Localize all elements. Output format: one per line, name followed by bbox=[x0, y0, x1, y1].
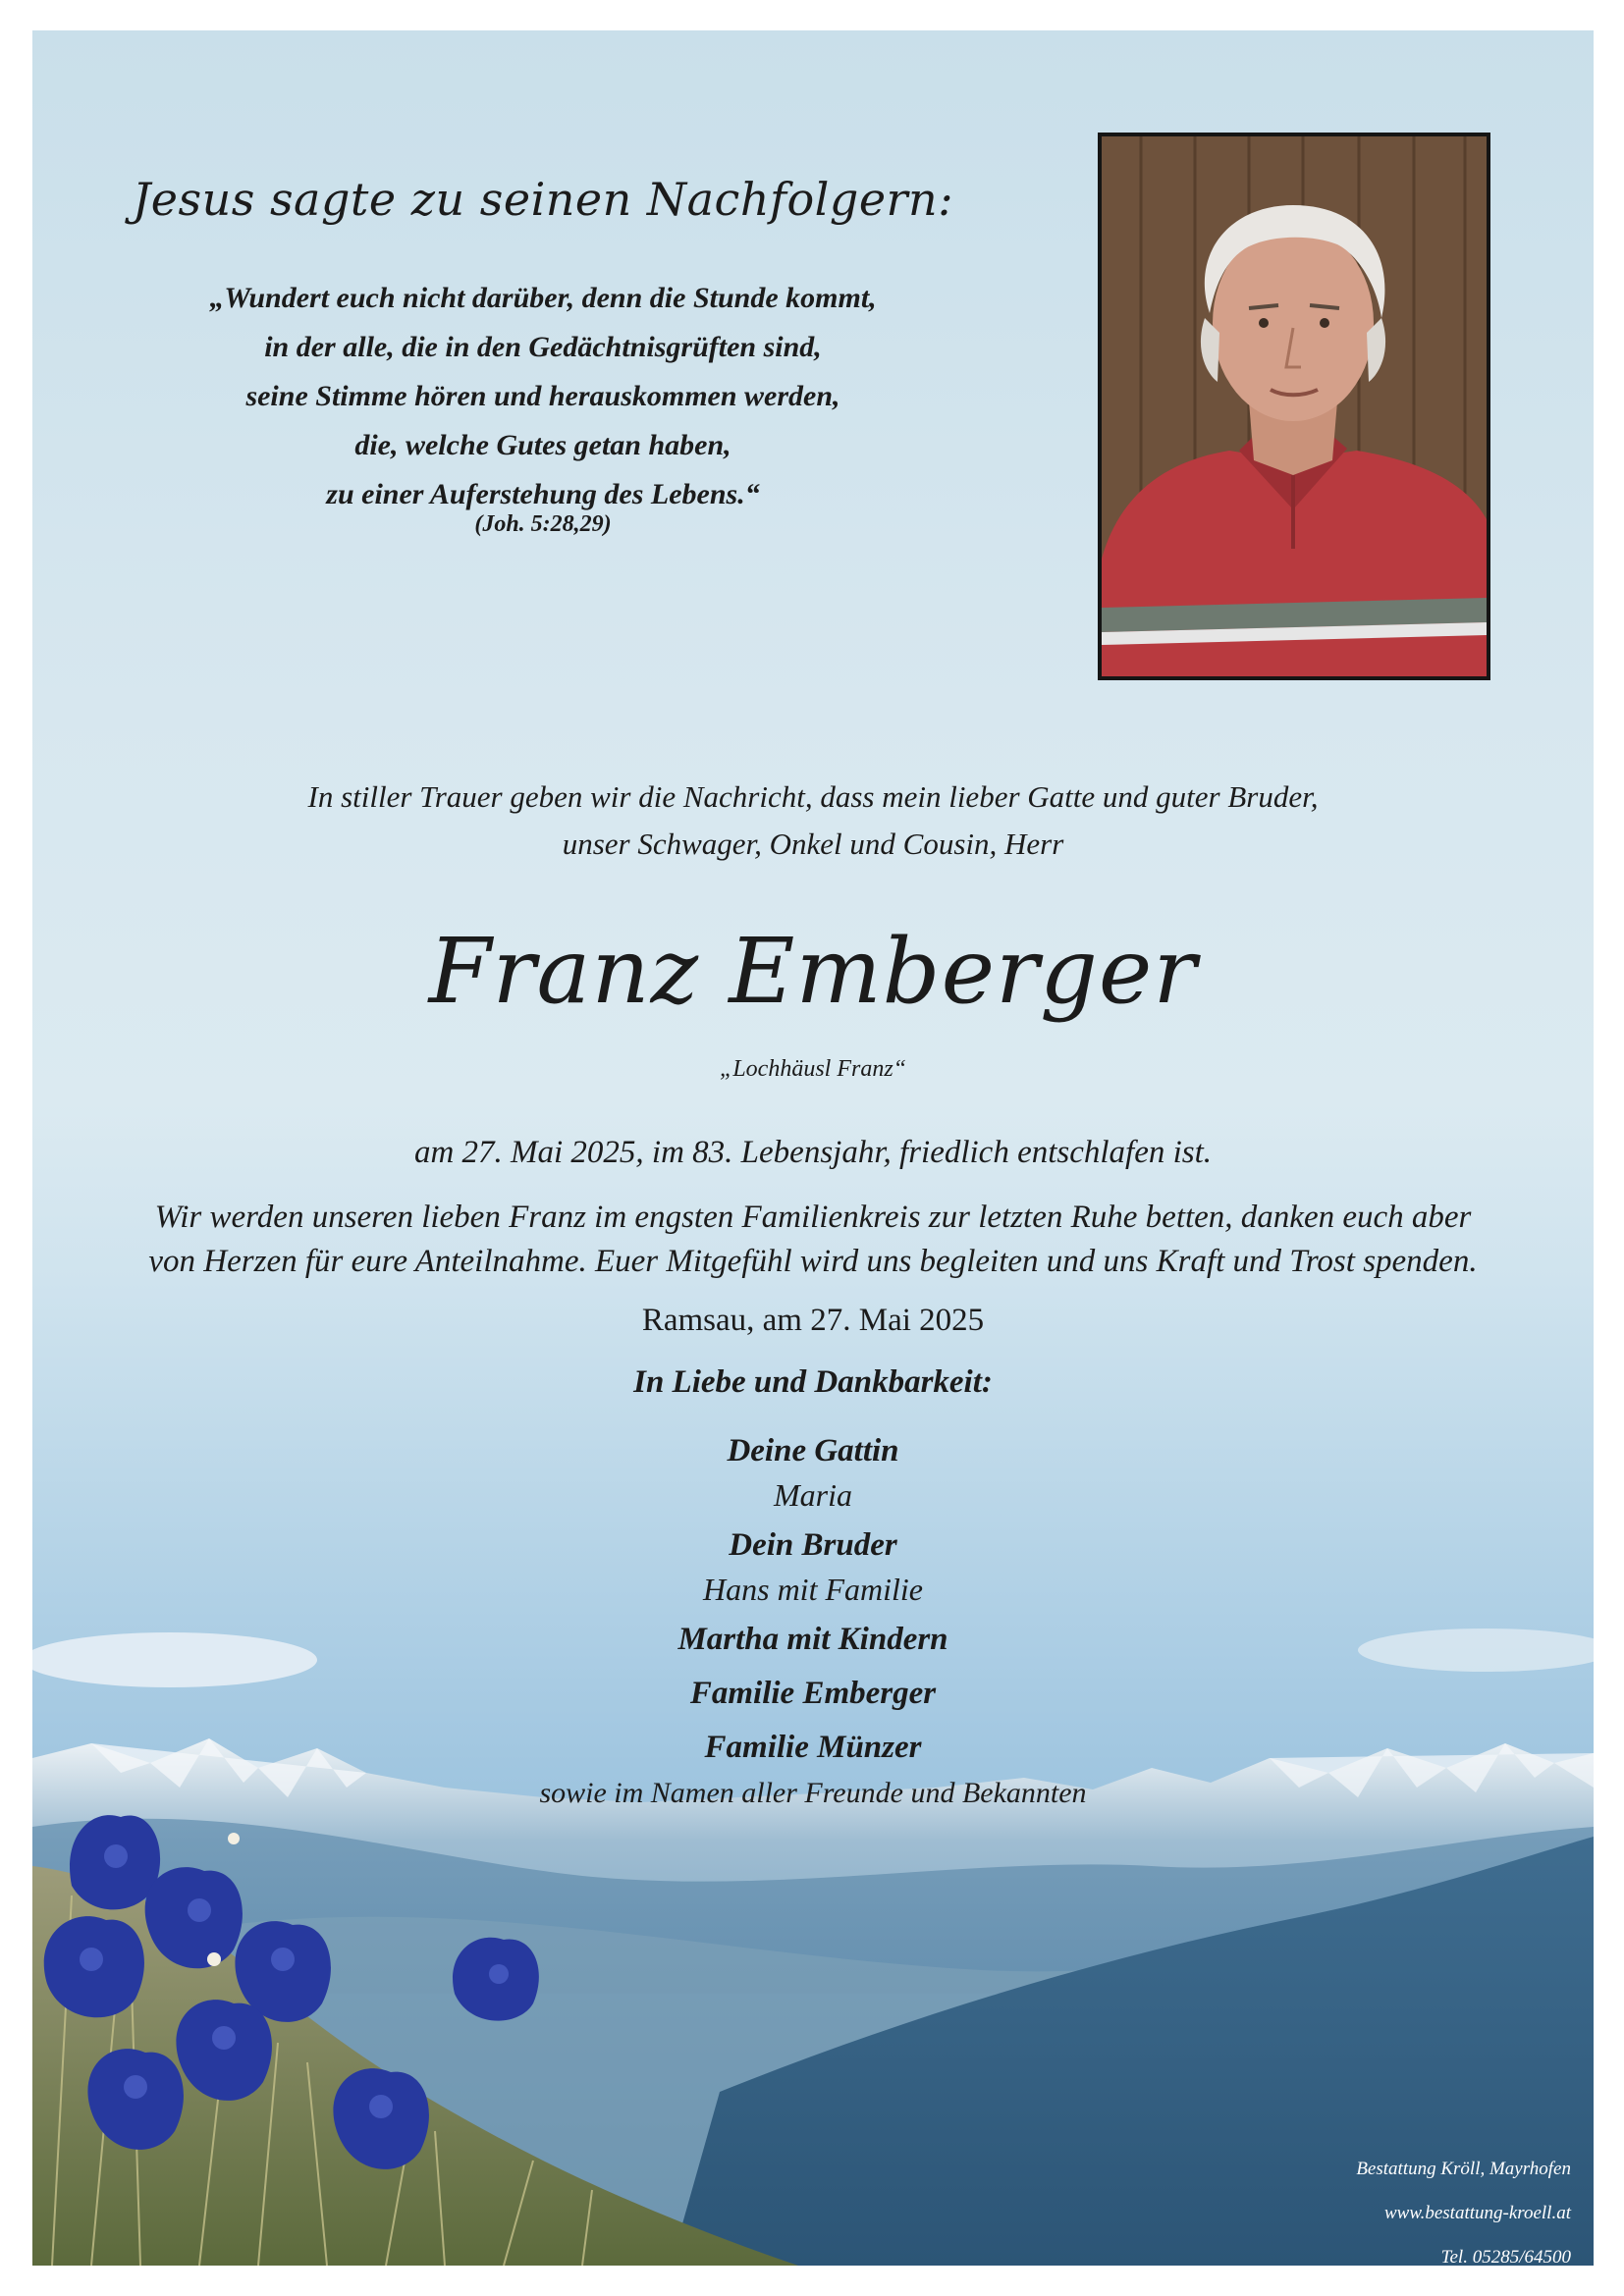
thanks-line: von Herzen für eure Anteilnahme. Euer Mitgefühl wird uns begleiten und uns Kraft und Trost spenden. bbox=[148, 1244, 1478, 1279]
portrait-photo bbox=[1098, 133, 1490, 680]
mourner-family: Familie Münzer bbox=[704, 1730, 922, 1765]
quote-line: zu einer Auferstehung des Lebens.“ bbox=[326, 478, 760, 510]
quote-line: seine Stimme hören und herauskommen werden, bbox=[245, 380, 840, 412]
mourners-list bbox=[32, 1429, 1594, 1815]
quote-line: in der alle, die in den Gedächtnisgrüften sind, bbox=[264, 331, 822, 363]
deceased-name: Franz Emberger bbox=[428, 919, 1198, 1024]
mourner-closing: sowie im Namen aller Freunde und Bekannten bbox=[539, 1777, 1087, 1809]
love-line: In Liebe und Dankbarkeit: bbox=[633, 1364, 993, 1400]
funeral-home-info bbox=[1178, 2147, 1571, 2266]
mourner-title: Deine Gattin bbox=[727, 1433, 899, 1468]
mourner-name: Hans mit Familie bbox=[703, 1572, 923, 1607]
quote-reference: (Joh. 5:28,29) bbox=[474, 511, 612, 537]
intro-line: In stiller Trauer geben wir die Nachricht, dass mein lieber Gatte und guter Bruder, bbox=[307, 779, 1319, 814]
thanks-line: Wir werden unseren lieben Franz im engsten Familienkreis zur letzten Ruhe betten, danken euch aber bbox=[154, 1200, 1472, 1235]
death-line: am 27. Mai 2025, im 83. Lebensjahr, friedlich entschlafen ist. bbox=[413, 1135, 1213, 1170]
obituary-card bbox=[32, 30, 1594, 2266]
quote-line: die, welche Gutes getan haben, bbox=[354, 429, 731, 461]
announcement-intro bbox=[32, 774, 1594, 868]
portrait-image bbox=[1102, 136, 1487, 676]
mourner-title: Dein Bruder bbox=[729, 1527, 897, 1563]
mourner-name: Maria bbox=[774, 1477, 852, 1513]
quote-line: „Wundert euch nicht darüber, denn die Stunde kommt, bbox=[209, 282, 877, 314]
funeral-home-name: Bestattung Kröll, Mayrhofen bbox=[1356, 2159, 1571, 2179]
funeral-home-website: www.bestattung-kroell.at bbox=[1384, 2203, 1571, 2223]
place-date: Ramsau, am 27. Mai 2025 bbox=[641, 1303, 985, 1338]
quote-body bbox=[91, 274, 995, 519]
quote-heading: Jesus sagte zu seinen Nachfolgern: bbox=[132, 173, 954, 226]
funeral-home-phone: Tel. 05285/64500 bbox=[1440, 2247, 1571, 2266]
thanks-text bbox=[32, 1196, 1594, 1284]
intro-line: unser Schwager, Onkel und Cousin, Herr bbox=[562, 827, 1064, 861]
mourner-family: Martha mit Kindern bbox=[677, 1622, 948, 1657]
mourner-family: Familie Emberger bbox=[689, 1676, 937, 1711]
nickname: „Lochhäusl Franz“ bbox=[719, 1056, 907, 1082]
